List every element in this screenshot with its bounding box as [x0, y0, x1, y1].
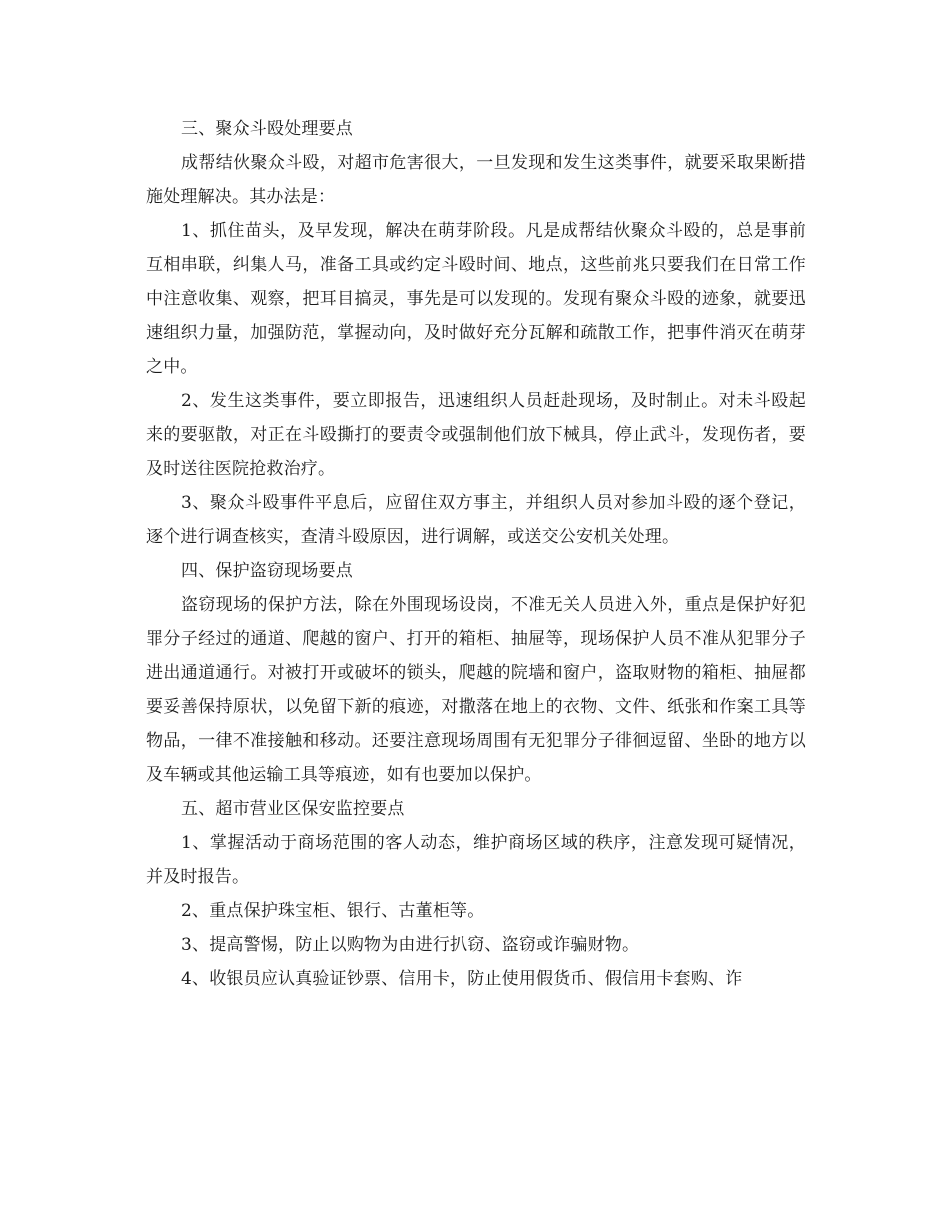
- section-heading-3: 三、聚众斗殴处理要点: [181, 119, 353, 139]
- paragraph: 1、掌握活动于商场范围的客人动态，维护商场区域的秩序，注意发现可疑情况，并及时报告。: [146, 833, 806, 887]
- paragraph: 3、提高警惕，防止以购物为由进行扒窃、盗窃或诈骗财物。: [181, 935, 640, 955]
- section-heading-4: 四、保护盗窃现场要点: [181, 561, 353, 581]
- paragraph: 2、发生这类事件，要立即报告，迅速组织人员赶赴现场，及时制止。对未斗殴起来的要驱散，对正在斗殴撕打的要责令或强制他们放下械具，停止武斗，发现伤者，要及时送往医院抢救治疗。: [146, 391, 806, 479]
- paragraph: 2、重点保护珠宝柜、银行、古董柜等。: [181, 901, 485, 921]
- paragraph: 1、抓住苗头，及早发现，解决在萌芽阶段。凡是成帮结伙聚众斗殴的，总是事前互相串联，纠集人马，准备工具或约定斗殴时间、地点，这些前兆只要我们在日常工作中注意收集、观察，把耳目搞灵，事先是可以发现的。发现有聚众斗殴的迹象，就要迅速组织力量，加强防范，掌握动向，及时做好充分瓦解和疏散工作，把事件消灭在萌芽之中。: [146, 221, 806, 377]
- paragraph: 3、聚众斗殴事件平息后，应留住双方事主，并组织人员对参加斗殴的逐个登记，逐个进行调查核实，查清斗殴原因，进行调解，或送交公安机关处理。: [146, 493, 806, 547]
- paragraph: 成帮结伙聚众斗殴，对超市危害很大，一旦发现和发生这类事件，就要采取果断措施处理解决。其办法是：: [146, 153, 806, 207]
- paragraph: 盗窃现场的保护方法，除在外围现场设岗，不准无关人员进入外，重点是保护好犯罪分子经过的通道、爬越的窗户、打开的箱柜、抽屉等，现场保护人员不准从犯罪分子进出通道通行。对被打开或破坏的锁头，爬越的院墙和窗户，盗取财物的箱柜、抽屉都要妥善保持原状，以免留下新的痕迹，对撒落在地上的衣物、文件、纸张和作案工具等物品，一律不准接触和移动。还要注意现场周围有无犯罪分子徘徊逗留、坐卧的地方以及车辆或其他运输工具等痕迹，如有也要加以保护。: [146, 595, 806, 785]
- section-heading-5: 五、超市营业区保安监控要点: [181, 799, 405, 819]
- paragraph: 4、收银员应认真验证钞票、信用卡，防止使用假货币、假信用卡套购、诈: [181, 969, 743, 989]
- document-body: [146, 112, 806, 996]
